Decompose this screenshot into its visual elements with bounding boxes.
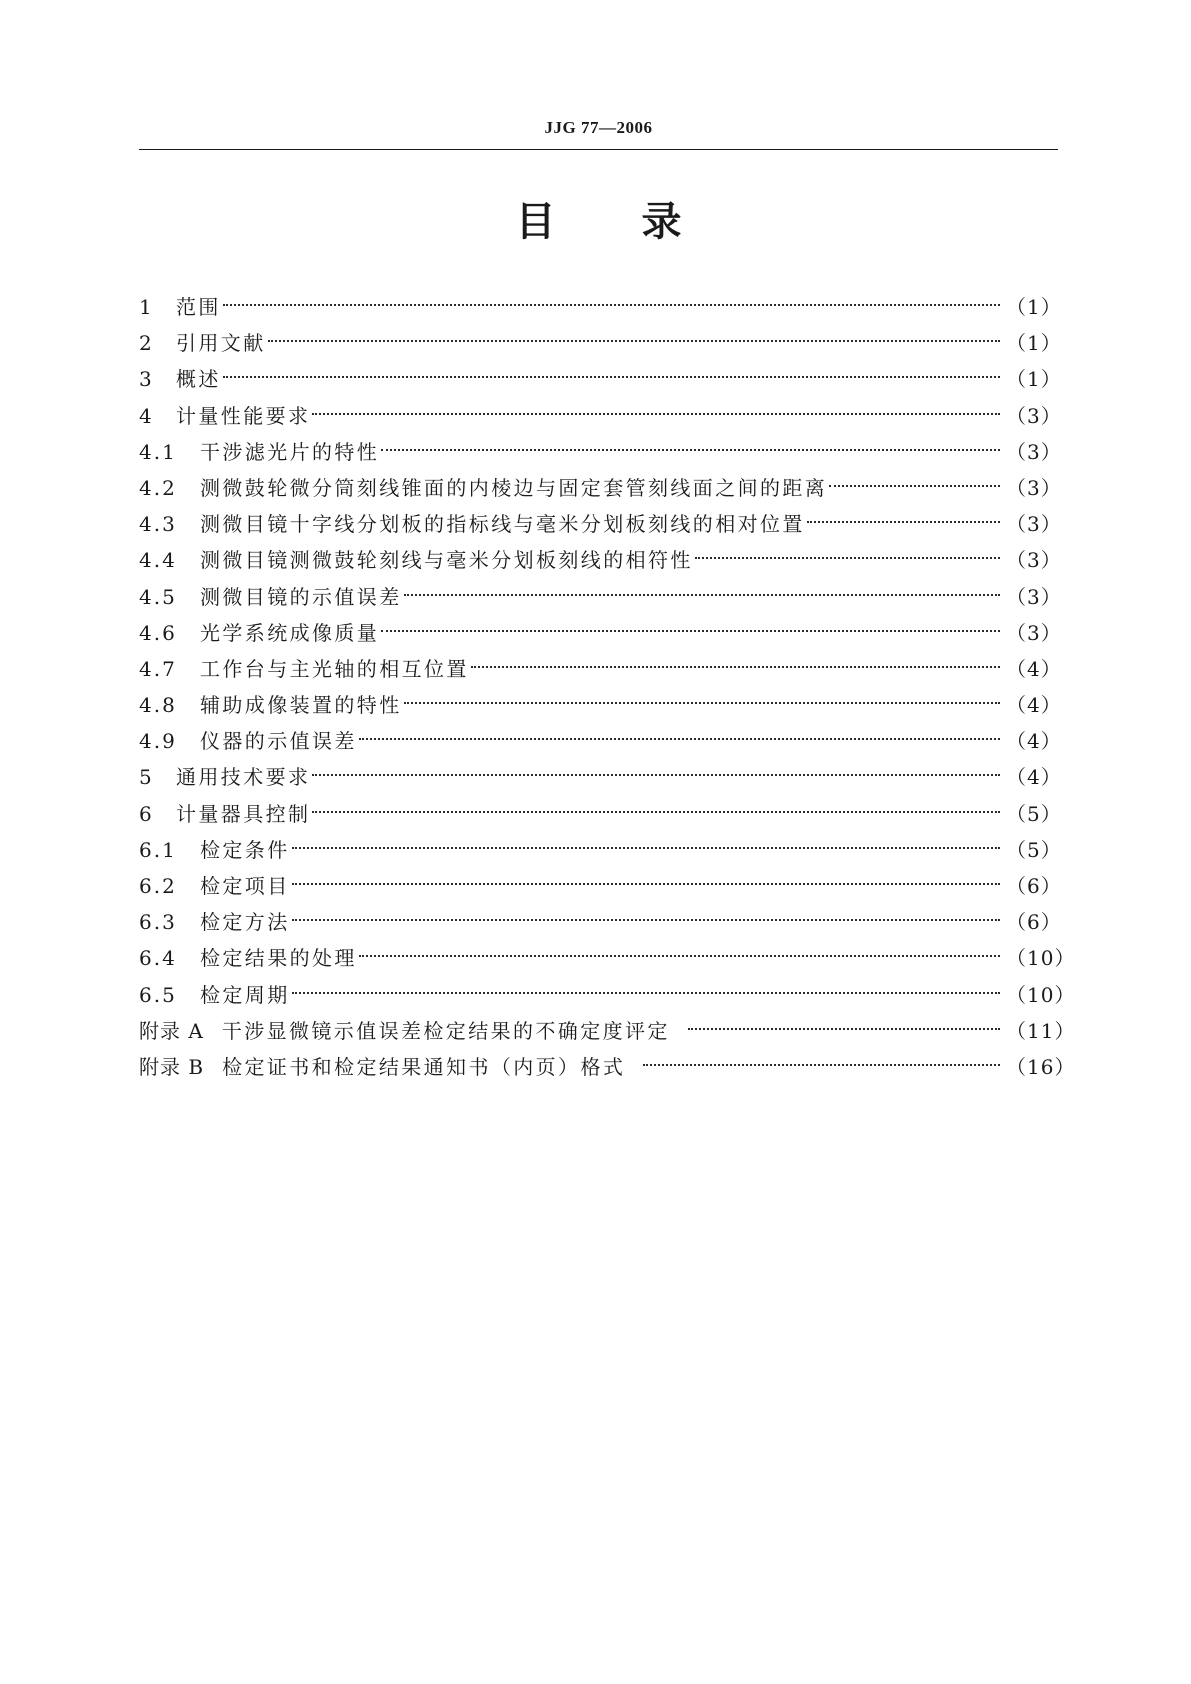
dot-leader bbox=[807, 495, 1000, 531]
dot-leader bbox=[292, 821, 1000, 857]
dot-leader bbox=[223, 278, 1000, 314]
toc-entry-number: 6.3 bbox=[139, 910, 177, 935]
dot-leader bbox=[688, 1002, 1000, 1038]
toc-entry-title: 测微目镜十字线分划板的指标线与毫米分划板刻线的相对位置 bbox=[200, 512, 805, 537]
toc-entry-number: 4.7 bbox=[139, 656, 177, 681]
toc-entry-page: （5） bbox=[1006, 801, 1062, 826]
toc-entry-title: 工作台与主光轴的相互位置 bbox=[200, 656, 469, 681]
toc-entry-page: （3） bbox=[1006, 620, 1062, 645]
toc-entry-2[interactable] bbox=[139, 314, 1062, 356]
toc-entry-number: 6.5 bbox=[139, 982, 177, 1007]
toc-entry-title: 计量器具控制 bbox=[176, 801, 311, 826]
toc-entry-number: 附录 B bbox=[139, 1054, 205, 1079]
toc-entry-page: （1） bbox=[1006, 331, 1062, 356]
dot-leader bbox=[292, 893, 1000, 929]
toc-entry-title: 检定方法 bbox=[200, 910, 290, 935]
toc-entry-title: 测微鼓轮微分筒刻线锥面的内棱边与固定套管刻线面之间的距离 bbox=[200, 475, 828, 500]
toc-entry-title: 范围 bbox=[176, 295, 221, 319]
toc-entry-title: 测微目镜的示值误差 bbox=[200, 584, 402, 609]
toc-title-char-2: 录 bbox=[641, 199, 682, 245]
dot-leader bbox=[359, 712, 1000, 748]
dot-leader bbox=[312, 785, 1000, 821]
toc-entry-number: 6 bbox=[139, 801, 154, 826]
dot-leader bbox=[404, 676, 1000, 712]
toc-entry-title: 仪器的示值误差 bbox=[200, 729, 357, 754]
dot-leader bbox=[381, 604, 1000, 640]
toc-entry-page: （10） bbox=[1006, 946, 1076, 971]
toc-entry-number: 4.1 bbox=[139, 439, 177, 464]
toc-entry-number: 4.9 bbox=[139, 729, 177, 754]
document-code-header: JJG 77—2006 bbox=[544, 118, 653, 137]
toc-title-char-1: 目 bbox=[515, 199, 556, 245]
toc-entry-number: 6.4 bbox=[139, 946, 177, 971]
dot-leader bbox=[381, 423, 1000, 459]
toc-entry-title: 概述 bbox=[176, 367, 221, 392]
toc-entry-title: 引用文献 bbox=[176, 331, 266, 356]
toc-entry-page: （4） bbox=[1006, 656, 1062, 681]
toc-entry-page: （6） bbox=[1006, 874, 1062, 898]
toc-entry-number: 4.6 bbox=[139, 620, 177, 645]
toc-title bbox=[139, 196, 1058, 248]
toc-entry-page: （3） bbox=[1006, 548, 1062, 573]
dot-leader bbox=[829, 459, 1000, 495]
dot-leader bbox=[471, 640, 1000, 676]
toc-entry-page: （10） bbox=[1006, 982, 1076, 1007]
toc-entry-title: 光学系统成像质量 bbox=[200, 620, 380, 645]
toc-entry-number: 4.5 bbox=[139, 584, 177, 609]
dot-leader bbox=[312, 748, 1000, 784]
toc-entry-title: 辅助成像装置的特性 bbox=[200, 693, 402, 718]
toc-entry-4[interactable] bbox=[139, 387, 1062, 428]
toc-entry-page: （4） bbox=[1006, 765, 1062, 790]
toc-entry-title: 测微目镜测微鼓轮刻线与毫米分划板刻线的相符性 bbox=[200, 548, 693, 573]
toc-entry-number: 6.1 bbox=[139, 837, 177, 862]
toc-entry-number: 2 bbox=[139, 331, 154, 356]
toc-entry-number: 4.4 bbox=[139, 548, 177, 573]
toc-entry-number: 4.8 bbox=[139, 693, 177, 718]
toc-entry-number: 5 bbox=[139, 765, 154, 790]
toc-entry-title: 检定条件 bbox=[200, 837, 290, 862]
toc-entry-title: 计量性能要求 bbox=[176, 403, 311, 428]
toc-entry-number: 附录 A bbox=[139, 1018, 204, 1043]
toc-entry-page: （5） bbox=[1006, 837, 1062, 862]
toc-entry-page: （3） bbox=[1006, 512, 1062, 537]
toc-entry-number: 6.2 bbox=[139, 874, 177, 898]
toc-entry-3[interactable] bbox=[139, 350, 1062, 392]
dot-leader bbox=[292, 966, 1000, 1002]
toc-entry-number: 1 bbox=[139, 295, 154, 319]
toc-list bbox=[139, 278, 1076, 1079]
toc-entry-page: （3） bbox=[1006, 475, 1062, 500]
header-rule bbox=[139, 149, 1058, 150]
toc-entry-number: 4 bbox=[139, 403, 154, 428]
dot-leader bbox=[643, 1038, 1000, 1074]
toc-entry-page: （6） bbox=[1006, 910, 1062, 935]
dot-leader bbox=[268, 314, 1000, 350]
toc-entry-title: 检定结果的处理 bbox=[200, 946, 357, 971]
toc-entry-title: 通用技术要求 bbox=[176, 765, 311, 790]
dot-leader bbox=[359, 929, 1000, 965]
toc-entry-number: 4.3 bbox=[139, 512, 177, 537]
dot-leader bbox=[312, 387, 1000, 423]
toc-entry-title: 干涉显微镜示值误差检定结果的不确定度评定 bbox=[221, 1018, 670, 1043]
toc-entry-number: 3 bbox=[139, 367, 154, 392]
toc-entry-title: 检定周期 bbox=[200, 982, 290, 1007]
toc-entry-page: （3） bbox=[1006, 439, 1062, 464]
toc-entry-page: （4） bbox=[1006, 693, 1062, 718]
toc-entry-1[interactable] bbox=[139, 278, 1062, 319]
toc-entry-page: （11） bbox=[1006, 1018, 1076, 1043]
toc-entry-page: （1） bbox=[1006, 295, 1062, 319]
dot-leader bbox=[292, 857, 1000, 893]
toc-entry-title: 检定证书和检定结果通知书（内页）格式 bbox=[222, 1054, 626, 1079]
toc-entry-page: （1） bbox=[1006, 367, 1062, 392]
dot-leader bbox=[223, 350, 1000, 386]
toc-entry-title: 干涉滤光片的特性 bbox=[200, 439, 380, 464]
toc-entry-number: 4.2 bbox=[139, 475, 177, 500]
toc-entry-page: （4） bbox=[1006, 729, 1062, 754]
toc-entry-page: （3） bbox=[1006, 584, 1062, 609]
toc-entry-page: （16） bbox=[1006, 1054, 1076, 1079]
dot-leader bbox=[404, 568, 1000, 604]
dot-leader bbox=[695, 531, 1000, 567]
toc-entry-page: （3） bbox=[1006, 403, 1062, 428]
toc-entry-title: 检定项目 bbox=[200, 874, 290, 898]
